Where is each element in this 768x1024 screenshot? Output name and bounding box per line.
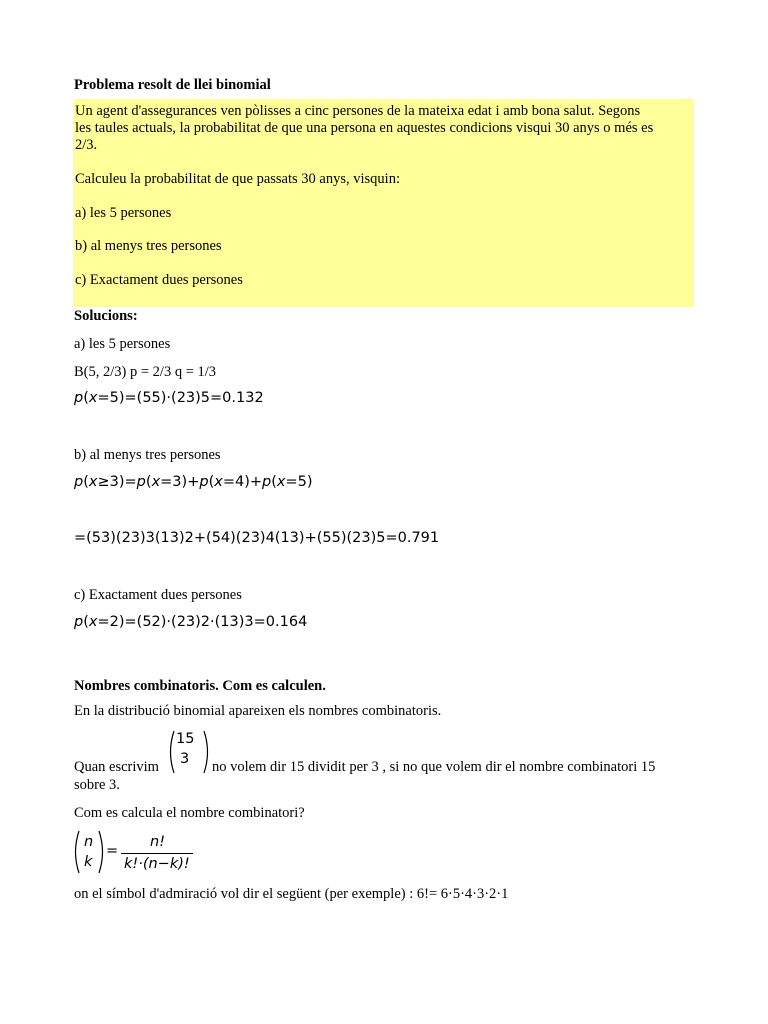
solutions-heading: Solucions: bbox=[74, 308, 138, 324]
left-paren-icon bbox=[76, 831, 80, 873]
factorial-note: on el símbol d'admiració vol dir el següent (per exemple) : 6!= 6·5·4·3·2·1 bbox=[74, 886, 509, 902]
formula-n: n bbox=[84, 834, 94, 850]
solution-b-result: =(53)(23)3(13)2+(54)(23)4(13)+(55)(23)5=0.791 bbox=[74, 530, 440, 546]
formula-numerator: n! bbox=[150, 834, 166, 850]
solution-b-label: b) al menys tres persones bbox=[74, 447, 221, 463]
right-paren-icon bbox=[204, 731, 208, 773]
solution-b-formula: p(x≥3)=p(x=3)+p(x=4)+p(x=5) bbox=[74, 474, 313, 490]
binomial-top: 15 bbox=[176, 731, 195, 747]
problem-line-3: 2/3. bbox=[75, 137, 98, 153]
problem-item-b: b) al menys tres persones bbox=[75, 238, 222, 254]
problem-question: Calculeu la probabilitat de que passats 30 anys, visquin: bbox=[75, 171, 400, 187]
formula-denominator: k!·(n−k)! bbox=[124, 856, 190, 872]
page-title: Problema resolt de llei binomial bbox=[74, 77, 271, 93]
problem-line-2: les taules actuals, la probabilitat de que una persona en aquestes condicions visqui 30 anys o més es bbox=[75, 120, 654, 136]
right-paren-icon bbox=[99, 831, 103, 873]
when-prefix: Quan escrivim bbox=[74, 759, 159, 775]
when-line-2: sobre 3. bbox=[74, 777, 120, 793]
problem-statement-box bbox=[73, 99, 694, 307]
problem-item-a: a) les 5 persones bbox=[75, 205, 172, 221]
formula-equals: = bbox=[106, 843, 119, 859]
solution-a-formula: p(x=5)=(55)·(23)5=0.132 bbox=[74, 390, 264, 406]
formula-k: k bbox=[84, 854, 93, 870]
solution-a-label: a) les 5 persones bbox=[74, 336, 171, 352]
solution-c-formula: p(x=2)=(52)·(23)2·(13)3=0.164 bbox=[74, 614, 308, 630]
combinatorics-question: Com es calcula el nombre combinatori? bbox=[74, 805, 305, 821]
binomial-parameters: B(5, 2/3) p = 2/3 q = 1/3 bbox=[74, 364, 217, 380]
when-suffix: no volem dir 15 dividit per 3 , si no que volem dir el nombre combinatori 15 bbox=[212, 759, 656, 775]
problem-item-c: c) Exactament dues persones bbox=[75, 272, 243, 288]
problem-line-1: Un agent d'assegurances ven pòlisses a cinc persones de la mateixa edat i amb bona salut. Segons bbox=[75, 103, 641, 119]
fraction-bar bbox=[121, 853, 193, 854]
combinatorics-heading: Nombres combinatoris. Com es calculen. bbox=[74, 678, 326, 694]
combinatorics-intro: En la distribució binomial apareixen els nombres combinatoris. bbox=[74, 703, 442, 719]
left-paren-icon bbox=[171, 731, 175, 773]
solution-c-label: c) Exactament dues persones bbox=[74, 587, 242, 603]
binomial-bottom: 3 bbox=[180, 751, 190, 767]
